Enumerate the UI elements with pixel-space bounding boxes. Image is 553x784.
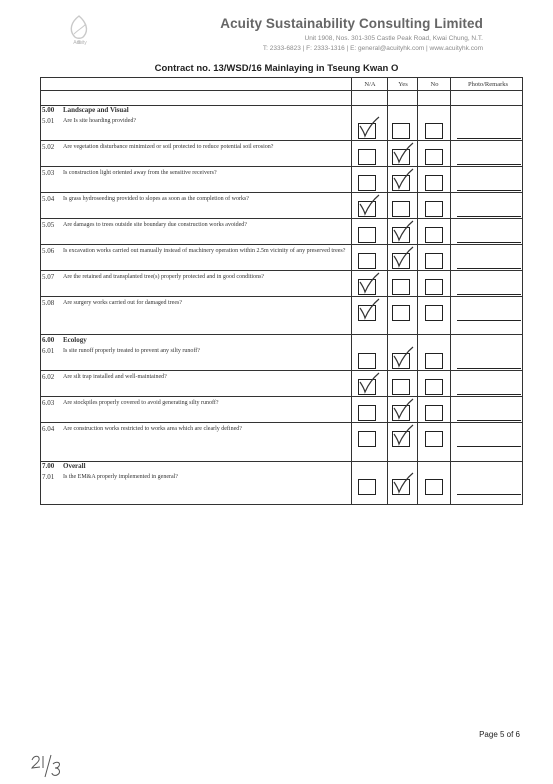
section-number: 6.00 — [42, 336, 55, 344]
checkbox-no[interactable] — [425, 227, 443, 243]
section-number: 5.00 — [42, 106, 55, 114]
item-question: Are vegetation disturbance minimized or soil protected to reduce potential soil erosion? — [63, 144, 274, 150]
remarks-line[interactable] — [457, 164, 521, 165]
handwritten-annotation-icon — [29, 752, 65, 780]
checkmark-icon — [391, 472, 415, 494]
checkbox-no[interactable] — [425, 175, 443, 191]
item-question: Are construction works restricted to works area which are clearly defined? — [63, 426, 242, 432]
page-title: Contract no. 13/WSD/16 Mainlaying in Tseung Kwan O — [154, 63, 399, 74]
remarks-line[interactable] — [457, 216, 521, 217]
item-question: Are silt trap installed and well-maintained? — [63, 374, 167, 380]
remarks-line[interactable] — [457, 294, 521, 295]
item-number: 5.03 — [42, 169, 55, 177]
checkbox-na[interactable] — [358, 253, 376, 269]
col-header-na: N/A — [364, 81, 376, 88]
item-number: 7.01 — [42, 473, 55, 481]
checkbox-yes[interactable] — [392, 279, 410, 295]
item-number: 5.06 — [42, 247, 55, 255]
remarks-line[interactable] — [457, 394, 521, 395]
remarks-line[interactable] — [457, 446, 521, 447]
company-name: Acuity Sustainability Consulting Limited — [220, 16, 483, 31]
checkmark-icon — [391, 346, 415, 368]
checkbox-no[interactable] — [425, 353, 443, 369]
remarks-line[interactable] — [457, 420, 521, 421]
checkbox-yes[interactable] — [392, 201, 410, 217]
remarks-line[interactable] — [457, 368, 521, 369]
checkbox-no[interactable] — [425, 431, 443, 447]
item-question: Are the retained and transplanted tree(s) properly protected and in good conditions? — [63, 274, 265, 280]
checkmark-icon — [357, 194, 381, 216]
section-title: Landscape and Visual — [63, 106, 129, 114]
item-question: Is the EM&A properly implemented in general? — [63, 474, 178, 480]
company-contact: T: 2333-6823 | F: 2333-1316 | E: general@acuityhk.com | www.acuityhk.com — [262, 45, 483, 52]
remarks-line[interactable] — [457, 190, 521, 191]
checkmark-icon — [391, 424, 415, 446]
checkmark-icon — [391, 142, 415, 164]
item-number: 5.04 — [42, 195, 55, 203]
checkbox-no[interactable] — [425, 279, 443, 295]
item-question: Are Is site hoarding provided? — [63, 118, 136, 124]
checkbox-no[interactable] — [425, 149, 443, 165]
col-header-remarks: Photo/Remarks — [467, 81, 509, 88]
company-address: Unit 1908, Nos. 301-305 Castle Peak Road, Kwai Chung, N.T. — [304, 35, 483, 42]
checkmark-icon — [357, 116, 381, 138]
remarks-line[interactable] — [457, 494, 521, 495]
item-number: 6.01 — [42, 347, 55, 355]
item-number: 5.07 — [42, 273, 55, 281]
item-number: 5.08 — [42, 299, 55, 307]
checkbox-no[interactable] — [425, 253, 443, 269]
item-number: 5.02 — [42, 143, 55, 151]
checkbox-yes[interactable] — [392, 305, 410, 321]
remarks-line[interactable] — [457, 242, 521, 243]
checkmark-icon — [357, 298, 381, 320]
checkmark-icon — [391, 246, 415, 268]
remarks-line[interactable] — [457, 268, 521, 269]
item-question: Are surgery works carried out for damaged trees? — [63, 300, 183, 306]
item-number: 5.05 — [42, 221, 55, 229]
item-question: Are stockpiles properly covered to avoid generating silty runoff? — [63, 400, 219, 406]
checkbox-no[interactable] — [425, 379, 443, 395]
checkbox-no[interactable] — [425, 479, 443, 495]
item-question: Is excavation works carried out manually instead of machinery operation within 2.5m vicinity of any preserved trees? — [63, 248, 346, 254]
col-header-no: No — [430, 81, 439, 88]
checkbox-na[interactable] — [358, 175, 376, 191]
col-header-yes: Yes — [398, 81, 408, 88]
checkbox-no[interactable] — [425, 405, 443, 421]
remarks-line[interactable] — [457, 138, 521, 139]
section-number: 7.00 — [42, 462, 55, 470]
section-title: Overall — [63, 462, 86, 470]
checkmark-icon — [391, 168, 415, 190]
checkbox-na[interactable] — [358, 227, 376, 243]
checkmark-icon — [391, 398, 415, 420]
checklist-table — [40, 77, 523, 505]
page-number: Page 5 of 6 — [479, 730, 520, 739]
item-number: 6.02 — [42, 373, 55, 381]
checkbox-yes[interactable] — [392, 379, 410, 395]
checkbox-na[interactable] — [358, 353, 376, 369]
item-number: 5.01 — [42, 117, 55, 125]
item-question: Is site runoff properly treated to prevent any silty runoff? — [63, 348, 200, 354]
checkmark-icon — [357, 372, 381, 394]
item-question: Is grass hydroseeding provided to slopes as soon as the completion of works? — [63, 196, 249, 202]
item-number: 6.04 — [42, 425, 55, 433]
section-title: Ecology — [63, 336, 87, 344]
remarks-line[interactable] — [457, 320, 521, 321]
item-question: Is construction light oriented away from the sensitive receivers? — [63, 170, 217, 176]
item-number: 6.03 — [42, 399, 55, 407]
checkmark-icon — [391, 220, 415, 242]
checkbox-na[interactable] — [358, 479, 376, 495]
checkbox-na[interactable] — [358, 405, 376, 421]
item-question: Are damages to trees outside site boundary due construction works avoided? — [63, 222, 247, 228]
logo-wordmark: Acuity — [73, 40, 87, 46]
checkbox-no[interactable] — [425, 201, 443, 217]
checkbox-na[interactable] — [358, 431, 376, 447]
checkbox-na[interactable] — [358, 149, 376, 165]
checkbox-no[interactable] — [425, 305, 443, 321]
checkmark-icon — [357, 272, 381, 294]
checkbox-no[interactable] — [425, 123, 443, 139]
checkbox-yes[interactable] — [392, 123, 410, 139]
